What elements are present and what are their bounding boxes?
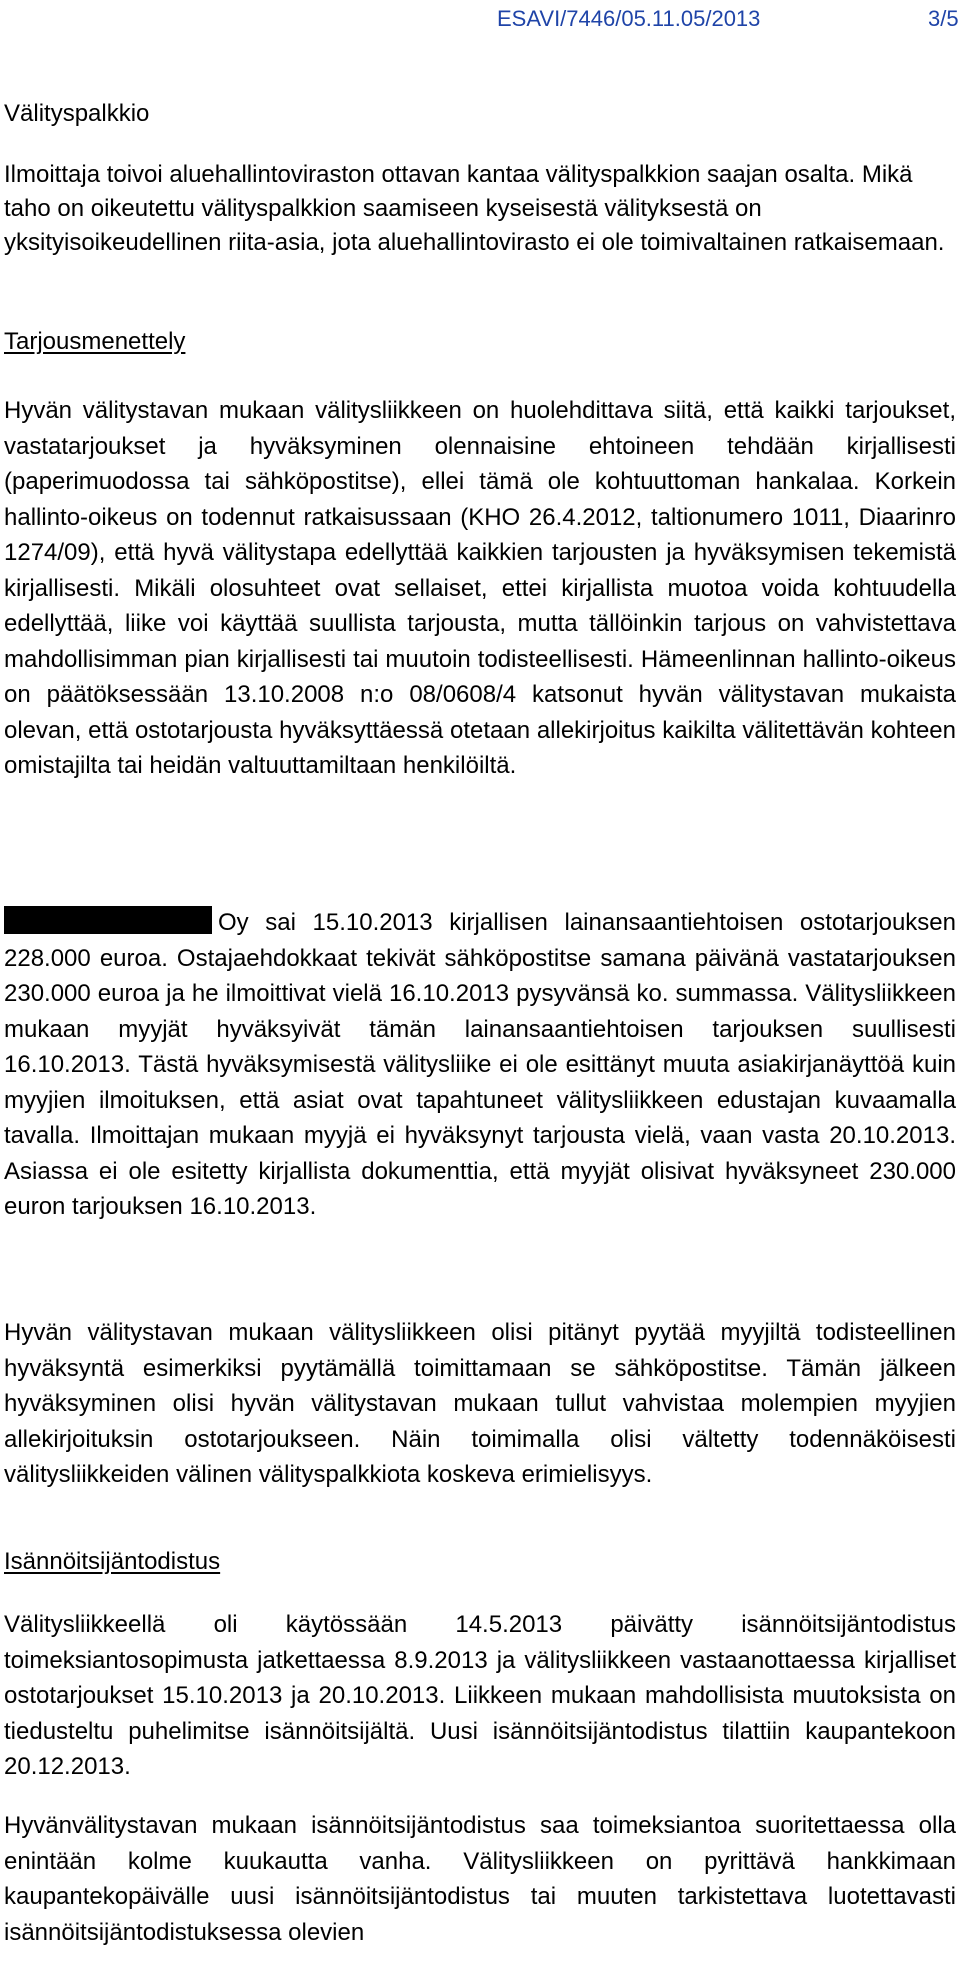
paragraph-hyva-valitystapa: Hyvän välitystavan mukaan välitysliikkeen olisi pitänyt pyytää myyjiltä todisteellinen hyväksyntä esimerkiksi pyytämällä toimittamaan se sähköpostitse. Tämän jälkeen hyväksyminen olisi hyvän välitystavan mukaan tullut vahvistaa molempien myyjien allekirjoituksin ostotarjoukseen. Näin toimimalla olisi vältetty todennäköisesti välitysliikkeiden välinen välityspalkkiota koskeva erimielisyys. <box>4 1319 956 1488</box>
paragraph-isannoitsijantodistus-2: Hyvänvälitystavan mukaan isännöitsijäntodistus saa toimeksiantoa suoritettaessa olla enintään kolme kuukautta vanha. Välitysliikkeen on pyrittävä hankkimaan kaupantekopäivälle uusi isännöitsijäntodistus tai muuten tarkistettava luotettavasti isännöitsijäntodistuksessa olevien <box>4 1812 956 1946</box>
paragraph-tarjousmenettely: Hyvän välitystavan mukaan välitysliikkeen on huolehdittava siitä, että kaikki tarjoukset, vastatarjoukset ja hyväksyminen olennaisine ehtoineen tehdään kirjallisesti (paperimuodossa tai sähköpostitse), ellei tämä ole kohtuuttoman hankalaa. Korkein hallinto-oikeus on todennut ratkaisussaan (KHO 26.4.2012, taltionumero 1011, Diaarinro 1274/09), että hyvä välitystapa edellyttää kaikkien tarjousten ja hyväksymisen tekemistä kirjallisesti. Mikäli olosuhteet ovat sellaiset, ettei kirjallista muotoa voida kohtuudella edellyttää, liike voi käyttää suullista tarjousta, mutta tällöinkin tarjous on vahvistettava mahdollisimman pian kirjallisesti tai muutoin todisteellisesti. Hämeenlinnan hallinto-oikeus on päätöksessään 13.10.2008 n:o 08/0608/4 katsonut hyvän välitystavan mukaista olevan, että ostotarjousta hyväksyttäessä otetaan allekirjoitus kaikilta välitettävän kohteen omistajilta tai heidän valtuuttamiltaan henkilöiltä. <box>4 397 956 779</box>
document-reference: ESAVI/7446/05.11.05/2013 <box>497 6 761 31</box>
paragraph-valityspalkkio: Ilmoittaja toivoi aluehallintoviraston ottavan kantaa välityspalkkion saajan osalta. Mikä taho on oikeutettu välityspalkkion saamiseen kyseisestä välityksestä on yksityisoikeudellinen riita-asia, jota aluehallintovirasto ei ole toimivaltainen ratkaisemaan. <box>4 161 945 256</box>
section-heading-tarjousmenettely: Tarjousmenettely <box>4 328 186 355</box>
paragraph-kauppa-text: Oy sai 15.10.2013 kirjallisen lainansaantiehtoisen ostotarjouksen 228.000 euroa. Ostajaehdokkaat tekivät sähköpostitse samana päivänä vastatarjouksen 230.000 euroa ja he ilmoittivat vielä 16.10.2013 pysyvänsä ko. summassa. Välitysliikkeen mukaan myyjät hyväksyivät tämän lainansaantiehtoisen tarjouksen suullisesti 16.10.2013. Tästä hyväksymisestä välitysliike ei ole esittänyt muuta asiakirjanäyttöä kuin myyjien ilmoituksen, että asiat ovat tapahtuneet välitysliikkeen edustajan kuvaamalla tavalla. Ilmoittajan mukaan myyjä ei hyväksynyt tarjousta vielä, vaan vasta 20.10.2013. Asiassa ei ole esitetty kirjallista dokumenttia, että myyjät olisivat hyväksyneet 230.000 euron tarjouksen 16.10.2013. <box>4 909 956 1220</box>
section-heading-valityspalkkio: Välityspalkkio <box>4 100 150 127</box>
paragraph-isannoitsijantodistus-1: Välitysliikkeellä oli käytössään 14.5.2013 päivätty isännöitsijäntodistus toimeksiantosopimusta jatkettaessa 8.9.2013 ja välitysliikkeen vastaanottaessa kirjalliset ostotarjoukset 15.10.2013 ja 20.10.2013. Liikkeen mukaan mahdollisista muutoksista on tiedusteltu puhelimitse isännöitsijältä. Uusi isännöitsijäntodistus tilattiin kaupantekoon 20.12.2013. <box>4 1611 956 1780</box>
redacted-company-name <box>4 906 212 934</box>
page-number: 3/5 <box>928 6 959 31</box>
paragraph-kauppa <box>4 905 956 1225</box>
section-heading-isannoitsijantodistus: Isännöitsijäntodistus <box>4 1548 221 1575</box>
